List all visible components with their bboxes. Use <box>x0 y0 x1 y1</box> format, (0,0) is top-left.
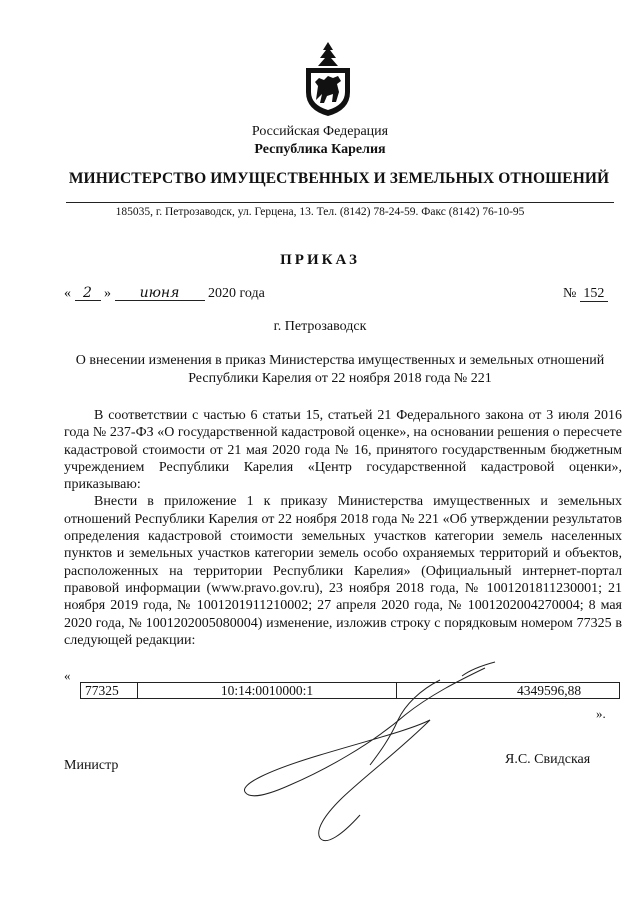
order-city: г. Петрозаводск <box>273 319 367 334</box>
cadastral-number-cell: 10:14:0010000:1 <box>138 683 397 699</box>
country-name: Российская Федерация <box>251 124 389 139</box>
order-month: июня <box>115 286 205 301</box>
body-paragraph-2: Внести в приложение 1 к приказу Министерства имущественных и земельных отношений Республики Карелия от 22 ноября 2018 года № 221 «Об утверждении результатов определения кадастровой стоимости земельных участков категории земель населенных пунктов и земельных участков категории земель особо охраняемых территорий и объектов, расположенных на территории Республики Карелия» (Официальный интернет-портал правовой информации (www.pravo.gov.ru), 23 ноября 2018 года, № 1001201811230001; 21 ноября 2019 года, № 1001201911210002; 27 апреля 2020 года, № 1001202004270004; 8 мая 2020 года, № 1001202005080004) изменение, изложив строку с порядковым номером 77325 в следующей редакции: <box>64 494 622 648</box>
coat-of-arms-emblem <box>302 40 354 118</box>
order-body <box>64 407 622 649</box>
date-quote-close: » <box>104 286 111 301</box>
order-number: 152 <box>580 287 608 302</box>
republic-name: Республика Карелия <box>254 142 386 157</box>
order-date <box>64 286 265 302</box>
row-number-cell: 77325 <box>81 683 138 699</box>
table-close-quote: ». <box>596 706 606 721</box>
date-quote-open: « <box>64 286 71 301</box>
handwritten-signature <box>230 660 520 850</box>
order-title: ПРИКАЗ <box>280 252 360 268</box>
ministry-address: 185035, г. Петрозаводск, ул. Герцена, 13. Тел. (8142) 78-24-59. Факс (8142) 76-10-95 <box>115 206 525 218</box>
table-open-quote: « <box>64 668 71 683</box>
header-divider <box>66 202 614 203</box>
signer-position: Министр <box>64 758 119 773</box>
number-label: № <box>563 286 577 301</box>
order-year: 2020 года <box>208 286 265 301</box>
body-paragraph-1: В соответствии с частью 6 статьи 15, статьей 21 Федерального закона от 3 июля 2016 года № 237-ФЗ «О государственной кадастровой оценке», на основании решения о пересчете кадастровой стоимости от 21 мая 2020 года № 16, принятого государственным бюджетным учреждением Республики Карелия «Центр государственной кадастровой оценки», приказываю: <box>64 408 622 493</box>
order-number-line <box>563 286 608 302</box>
cadastral-value-cell: 4349596,88 <box>397 683 620 699</box>
signer-name: Я.С. Свидская <box>505 752 591 767</box>
order-subject: О внесении изменения в приказ Министерства имущественных и земельных отношений Республики Карелия от 22 ноября 2018 года № 221 <box>75 353 605 386</box>
order-day: 2 <box>75 286 101 301</box>
ministry-name: МИНИСТЕРСТВО ИМУЩЕСТВЕННЫХ И ЗЕМЕЛЬНЫХ ОТНОШЕНИЙ <box>68 170 610 187</box>
